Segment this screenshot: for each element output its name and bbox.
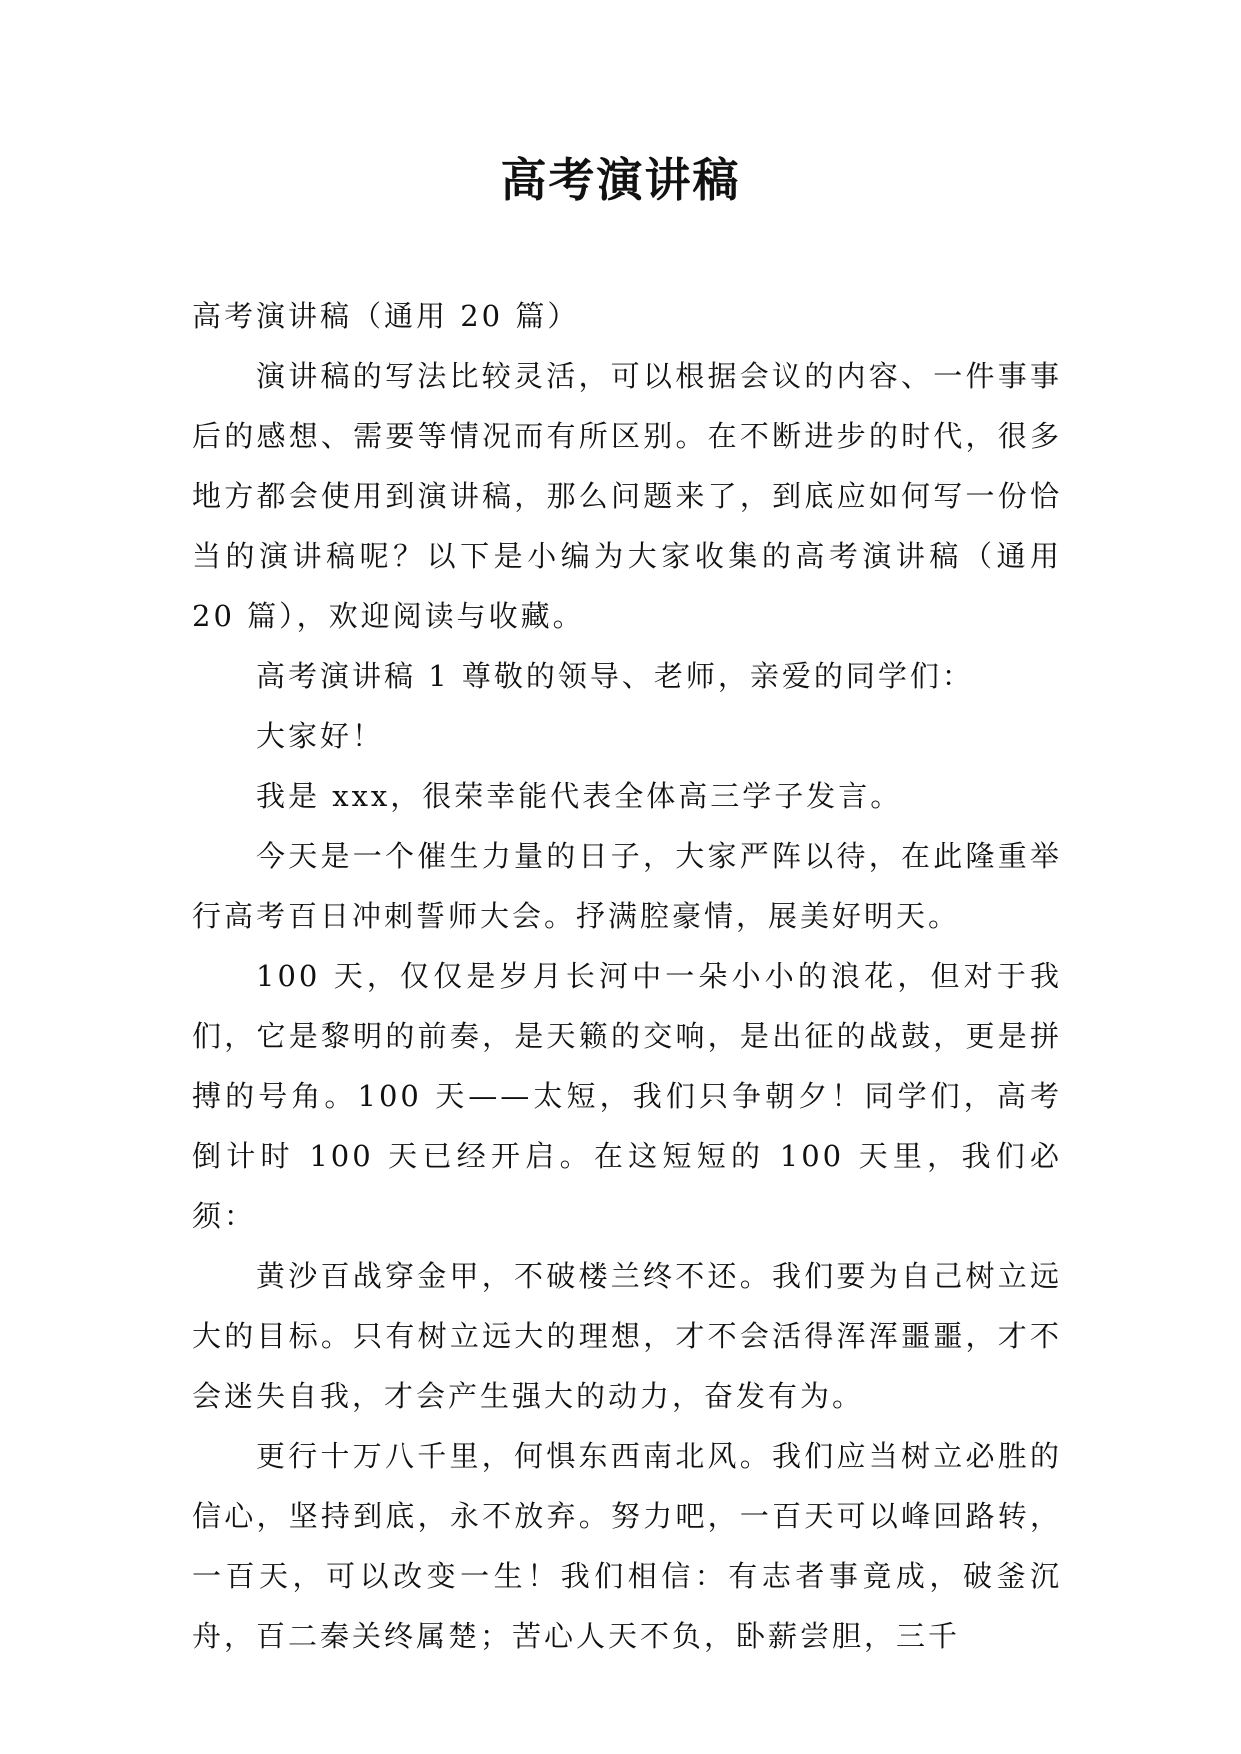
paragraph-speaker: 我是 xxx，很荣幸能代表全体高三学子发言。: [256, 779, 903, 813]
document-body: [192, 286, 1062, 1666]
paragraph-confidence: 更行十万八千里，何惧东西南北风。我们应当树立必胜的信心，坚持到底，永不放弃。努力吧，一百天可以峰回路转，一百天，可以改变一生！我们相信：有志者事竟成，破釜沉舟，百二秦关终属楚；苦心人天不负，卧薪尝胆，三千: [192, 1439, 1062, 1653]
paragraph-100-days: 100 天，仅仅是岁月长河中一朵小小的浪花，但对于我们，它是黎明的前奏，是天籁的交响，是出征的战鼓，更是拼搏的号角。100 天——太短，我们只争朝夕！同学们，高考倒计时 100 天已经开启。在这短短的 100 天里，我们必须：: [192, 959, 1062, 1233]
paragraph-today: 今天是一个催生力量的日子，大家严阵以待，在此隆重举行高考百日冲刺誓师大会。抒满腔豪情，展美好明天。: [192, 839, 1062, 933]
paragraph-subtitle: 高考演讲稿（通用 20 篇）: [192, 299, 580, 333]
document-title: 高考演讲稿: [500, 153, 741, 207]
paragraph-goal: 黄沙百战穿金甲，不破楼兰终不还。我们要为自己树立远大的目标。只有树立远大的理想，才不会活得浑浑噩噩，才不会迷失自我，才会产生强大的动力，奋发有为。: [192, 1259, 1062, 1413]
paragraph-greeting: 高考演讲稿 1 尊敬的领导、老师，亲爱的同学们：: [256, 659, 974, 693]
paragraph-hello: 大家好！: [256, 719, 385, 753]
paragraph-intro: 演讲稿的写法比较灵活，可以根据会议的内容、一件事事后的感想、需要等情况而有所区别。在不断进步的时代，很多地方都会使用到演讲稿，那么问题来了，到底应如何写一份恰当的演讲稿呢？以下是小编为大家收集的高考演讲稿（通用 20 篇），欢迎阅读与收藏。: [192, 359, 1062, 633]
